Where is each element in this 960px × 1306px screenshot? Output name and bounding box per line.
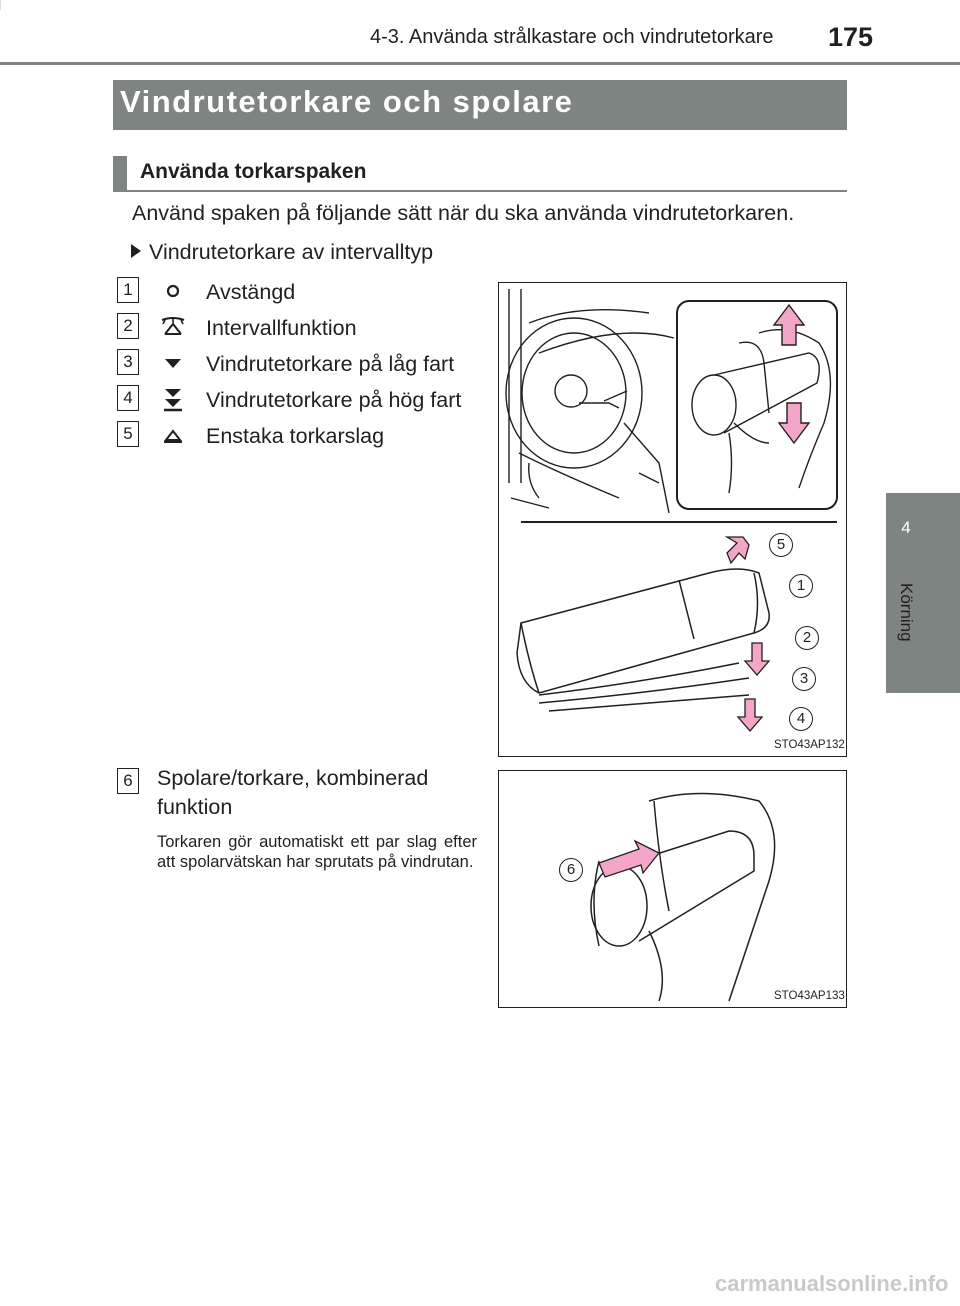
item-number-1: 1 (117, 277, 139, 303)
watermark: carmanualsonline.info (715, 1271, 949, 1296)
subsection-marker (113, 156, 127, 190)
combined-note: Torkaren gör automatiskt ett par slag efter att spolarvätskan har sprutats på vindrutan. (157, 833, 477, 871)
item-number-2: 2 (117, 313, 139, 339)
bullet-text: Vindrutetorkare av intervalltyp (149, 240, 434, 264)
item-label-3: Vindrutetorkare på låg fart (206, 352, 455, 376)
item-number-5: 5 (117, 421, 139, 447)
bullet-heading (131, 240, 433, 265)
header-rule (0, 62, 960, 65)
item-label-5: Enstaka torkarslag (206, 424, 385, 448)
low-speed-icon (160, 350, 186, 376)
crop-mark (0, 0, 1, 10)
callout-6: 6 (559, 858, 583, 882)
callout-1: 1 (789, 574, 813, 598)
subsection-rule (113, 190, 847, 192)
page-number: 175 (828, 22, 874, 52)
high-speed-icon (160, 386, 186, 412)
figure-code: STO43AP132 (774, 739, 845, 751)
combined-title: Spolare/torkare, kombinerad funktion (157, 766, 429, 819)
figure-code: STO43AP133 (774, 990, 845, 1002)
subsection-title: Använda torkarspaken (140, 160, 367, 183)
running-header: 4-3. Använda strålkastare och vindrutetorkare (370, 26, 774, 48)
section-title: Vindrutetorkare och spolare (120, 84, 574, 119)
bullet-triangle-icon (131, 244, 141, 258)
intermittent-wiper-icon (160, 314, 186, 340)
callout-5: 5 (769, 533, 793, 557)
item-number-4: 4 (117, 385, 139, 411)
item-label-2: Intervallfunktion (206, 316, 357, 340)
callout-2: 2 (795, 626, 819, 650)
item-number-6: 6 (117, 768, 139, 794)
item-number-3: 3 (117, 349, 139, 375)
figure-washer (498, 770, 847, 1008)
washer-illustration (499, 771, 846, 1007)
single-wipe-icon (160, 422, 186, 448)
intro-text: Använd spaken på följande sätt när du ska använda vindrutetorkaren. (132, 201, 795, 225)
chapter-label: Körning (897, 583, 916, 642)
callout-4: 4 (789, 707, 813, 731)
figure-wiper-lever (498, 282, 847, 757)
item-label-1: Avstängd (206, 280, 296, 304)
chapter-number: 4 (901, 518, 911, 537)
item-label-4: Vindrutetorkare på hög fart (206, 388, 462, 412)
off-icon (160, 278, 186, 304)
chapter-label-wrap (886, 583, 926, 663)
callout-3: 3 (792, 667, 816, 691)
